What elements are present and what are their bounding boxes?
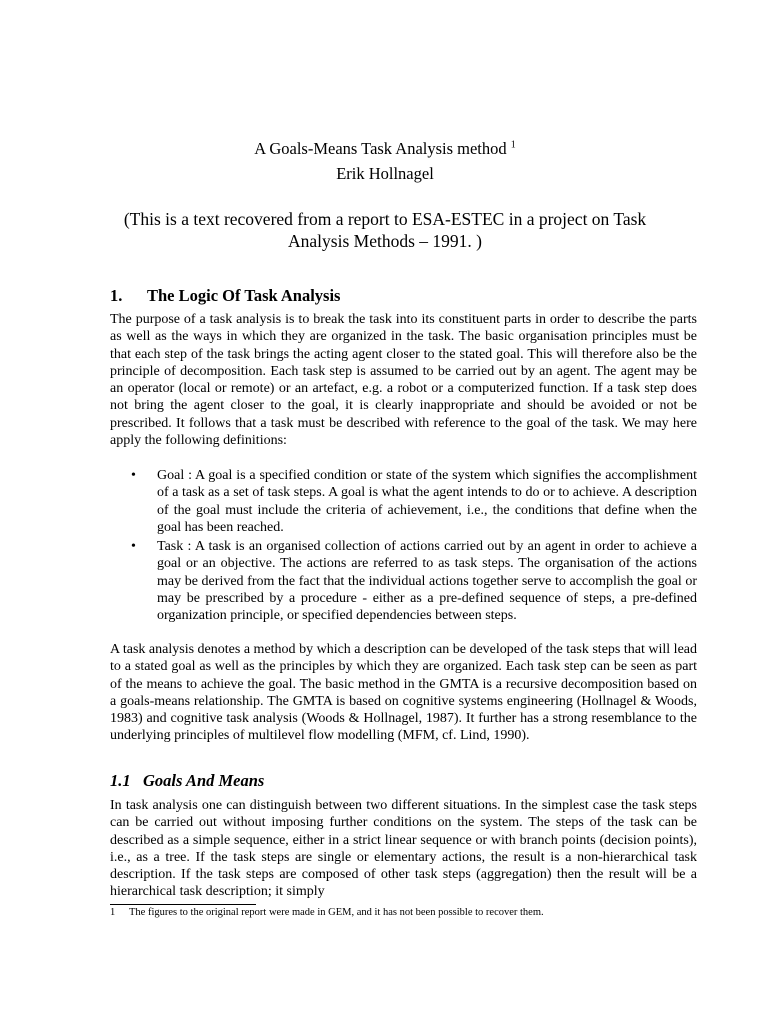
footnote [110, 907, 544, 918]
section-1-heading [110, 286, 340, 306]
title-text: A Goals-Means Task Analysis method [254, 139, 507, 158]
footnote-number: 1 [110, 907, 116, 918]
section-1-1-heading [110, 771, 264, 791]
goals-means-paragraph: In task analysis one can distinguish between two different situations. In the simplest case the task steps can be carried out without imposing further conditions on the system. The steps of the task can be described as a simple sequence, either in a strict linear sequence or with branch points (decision points), i.e., as a tree. If the task steps are single or elementary actions, the result is a non-hierarchical task description. If the task steps are composed of other task steps (aggregation) then the result will be a hierarchical task description; it simply [110, 798, 697, 900]
section-title: Goals And Means [143, 771, 265, 790]
definition-text: Goal : A goal is a specified condition or state of the system which signifies the accomplishment of a task as a set of task steps. A goal is what the agent intends to do or to achieve. A description of the goal must include the criteria of achievement, i.e., the conditions that define when the goal has been reached. [157, 468, 697, 535]
recovery-note: (This is a text recovered from a report to ESA-ESTEC in a project on Task Analysis Methods – 1991. ) [123, 209, 647, 251]
intro-paragraph: The purpose of a task analysis is to break the task into its constituent parts in order to describe the parts as well as the ways in which they are organized in the task. The basic organisation principles must be that each step of the task brings the acting agent closer to the stated goal. This will therefore also be the principle of decomposition. Each task step is assumed to be carried out by an agent. The agent may be an operator (local or remote) or an artefact, e.g. a robot or a computerized function. If a task step does not bring the agent closer to the goal, it is clearly inappropriate and should be avoided or not be prescribed. It follows that a task must be described with reference to the goal of the task. We may here apply the following definitions: [110, 312, 697, 449]
document-title [0, 139, 770, 159]
section-number: 1. [110, 286, 123, 305]
footnote-separator [110, 904, 256, 905]
footnote-reference: 1 [510, 139, 516, 151]
footnote-text: The figures to the original report were made in GEM, and it has not been possible to recover them. [129, 907, 544, 918]
definition-task [110, 538, 697, 624]
bullet-marker: • [131, 468, 136, 483]
definitions-list [110, 467, 697, 625]
section-title: The Logic Of Task Analysis [147, 286, 341, 305]
definition-goal [110, 467, 697, 536]
section-number: 1.1 [110, 771, 131, 790]
definition-text: Task : A task is an organised collection of actions carried out by an agent in order to achieve a goal or an objective. The actions are referred to as task steps. The organisation of the actions may be derived from the fact that the individual actions together serve to accomplish the goal or may be prescribed by a procedure - either as a pre-defined sequence of steps, a pre-defined organization principle, or specified dependencies between steps. [157, 539, 697, 624]
method-paragraph: A task analysis denotes a method by which a description can be developed of the task steps that will lead to a stated goal as well as the principles by which they are organized. Each task step can be seen as part of the means to achieve the goal. The basic method in the GMTA is a recursive decomposition based on a goals-means relationship. The GMTA is based on cognitive systems engineering (Hollnagel & Woods, 1983) and cognitive task analysis (Woods & Hollnagel, 1987). It further has a strong resemblance to the underlying principles of multilevel flow modelling (MFM, cf. Lind, 1990). [110, 642, 697, 744]
author-name: Erik Hollnagel [336, 164, 434, 183]
bullet-marker: • [131, 539, 136, 555]
